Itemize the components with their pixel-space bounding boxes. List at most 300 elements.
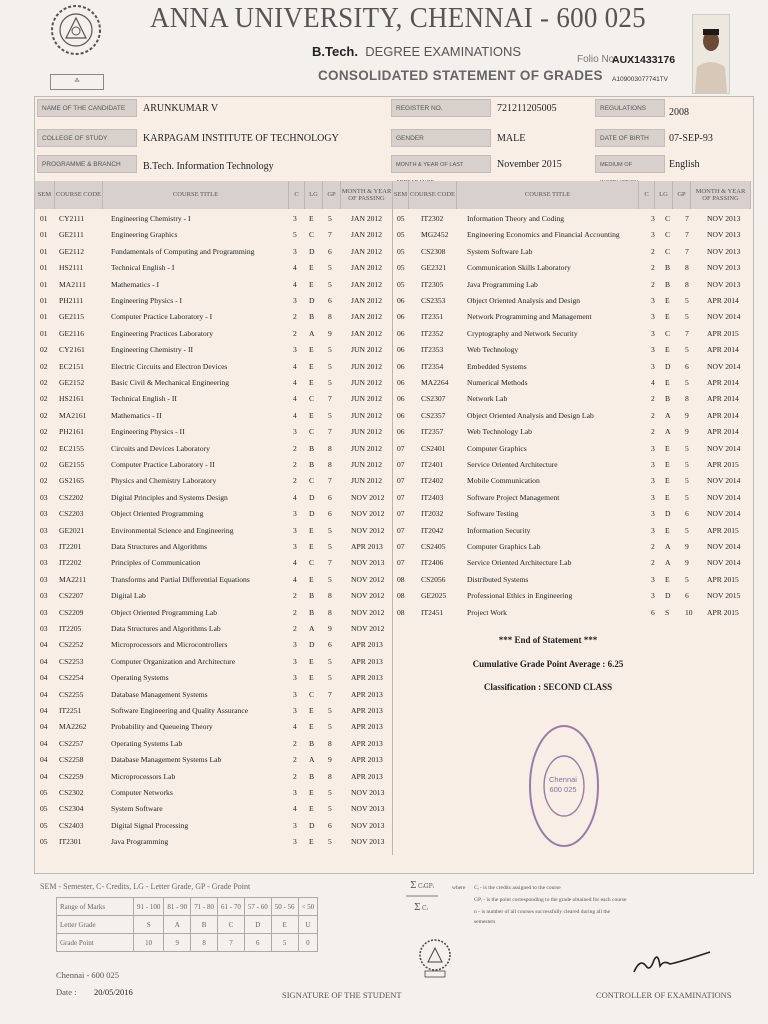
cell-sem: 08: [397, 591, 405, 601]
cell-credits: 4: [293, 394, 297, 404]
cell-point: 5: [328, 542, 332, 551]
cell-sem: 04: [40, 755, 48, 765]
cell-month: APR 2013: [351, 656, 383, 666]
cell-credits: 3: [651, 574, 655, 584]
th-title-right: COURSE TITLE: [457, 181, 639, 209]
cell-credits: 2: [651, 279, 655, 289]
cell-month: APR 2015: [707, 525, 739, 535]
end-of-statement: *** End of Statement ***: [498, 635, 598, 645]
cell-grade: A: [665, 410, 671, 420]
grade-range-table: [56, 897, 318, 952]
cell-sem: 03: [40, 607, 48, 617]
cell-point: 7: [685, 328, 689, 338]
cell-title: Technical English - I: [111, 263, 175, 273]
cell-point: 8: [685, 279, 689, 289]
cell-title: Java Programming: [111, 837, 169, 847]
cell-grade: E: [665, 296, 670, 305]
cell-month: APR 2013: [351, 771, 383, 781]
cell-credits: 2: [293, 312, 297, 322]
cell-grade: B: [665, 279, 671, 289]
cell-point: 8: [685, 394, 689, 404]
cell-point: 8: [328, 771, 332, 781]
cell-point: 9: [685, 542, 689, 551]
cell-code: GE2321: [421, 263, 447, 273]
cell-month: NOV 2013: [707, 214, 741, 223]
cell-month: APR 2013: [351, 755, 383, 765]
cell-point: 5: [328, 788, 332, 797]
cell-title: Software Testing: [467, 509, 519, 519]
cell-month: NOV 2014: [707, 361, 741, 371]
cell-month: APR 2014: [707, 410, 739, 420]
cell-sem: 06: [397, 378, 405, 387]
cell-point: 6: [685, 509, 689, 519]
cell-grade: B: [665, 263, 671, 273]
medium-label: MEDIUM OF: [595, 155, 665, 173]
cell-month: NOV 2012: [351, 509, 385, 519]
cell-title: Engineering Graphics: [111, 230, 178, 240]
cell-code: CS2257: [59, 738, 84, 748]
th-title: COURSE TITLE: [103, 181, 289, 209]
point-cell: 8: [191, 934, 218, 952]
seal-text: [548, 775, 578, 795]
cell-code: CY2161: [59, 345, 85, 355]
cell-sem: 06: [397, 427, 405, 437]
cell-credits: 2: [293, 738, 297, 748]
cell-sem: 03: [40, 558, 48, 568]
cell-sem: 02: [40, 410, 48, 420]
last-appearance-value: November 2015: [497, 159, 562, 170]
cell-code: IT2406: [421, 558, 444, 568]
cell-grade: D: [665, 591, 671, 601]
cell-code: GE2152: [59, 378, 85, 387]
cell-sem: 07: [397, 443, 405, 453]
candidate-photo: [692, 14, 730, 94]
grade-sheet: [34, 96, 754, 874]
cell-credits: 2: [651, 542, 655, 551]
cell-point: 5: [328, 804, 332, 814]
exam-label: DEGREE EXAMINATIONS: [365, 44, 522, 59]
cell-point: 9: [685, 410, 689, 420]
cell-month: JUN 2012: [351, 460, 383, 469]
cell-sem: 07: [397, 460, 405, 469]
letter-cell: B: [191, 916, 218, 934]
formula-note-1: Cᵢ - is the credits assigned to the course: [474, 885, 561, 891]
cell-code: MA2161: [59, 410, 87, 420]
cell-month: NOV 2013: [707, 230, 741, 240]
cell-grade: D: [309, 640, 315, 650]
cell-code: IT2402: [421, 476, 444, 486]
cell-point: 7: [328, 394, 332, 404]
cell-grade: C: [309, 230, 315, 240]
cell-code: IT2351: [421, 312, 444, 322]
cell-title: Microprocessors and Microcontrollers: [111, 640, 228, 650]
center-divider: [392, 209, 393, 855]
cell-credits: 4: [293, 378, 297, 387]
emblem-caption: ⁂: [50, 74, 104, 90]
cell-grade: A: [309, 755, 315, 765]
cell-grade: E: [309, 706, 314, 715]
cell-month: JUN 2012: [351, 394, 383, 404]
cell-credits: 5: [293, 230, 297, 240]
cell-sem: 02: [40, 460, 48, 469]
cell-sem: 06: [397, 345, 405, 355]
folio-number: AUX1433176: [612, 54, 676, 66]
cell-code: IT2305: [421, 279, 444, 289]
cell-point: 5: [685, 345, 689, 355]
cell-grade: A: [665, 542, 671, 551]
cell-code: CS2203: [59, 509, 84, 519]
cell-month: JAN 2012: [351, 312, 383, 322]
cell-credits: 3: [293, 509, 297, 519]
cell-month: NOV 2013: [707, 279, 741, 289]
th-sem-right: SEM: [393, 181, 409, 209]
name-label: NAME OF THE CANDIDATE: [37, 99, 137, 117]
cell-code: CS2252: [59, 640, 84, 650]
svg-text:Σ: Σ: [414, 903, 421, 913]
cell-point: 7: [328, 230, 332, 240]
exam-title: [312, 44, 521, 59]
cell-month: APR 2014: [707, 378, 739, 387]
cell-sem: 06: [397, 361, 405, 371]
cell-month: NOV 2013: [707, 263, 741, 273]
cell-sem: 06: [397, 296, 405, 305]
formula-where: where: [452, 885, 466, 891]
cell-month: NOV 2014: [707, 542, 741, 551]
cell-month: NOV 2012: [351, 574, 385, 584]
cell-grade: B: [309, 771, 315, 781]
cell-month: NOV 2012: [351, 624, 385, 633]
cell-credits: 2: [293, 476, 297, 486]
cell-sem: 07: [397, 509, 405, 519]
cell-month: APR 2014: [707, 296, 739, 305]
cell-sem: 04: [40, 673, 48, 683]
cell-grade: E: [309, 378, 314, 387]
cell-month: NOV 2014: [707, 312, 741, 322]
point-cell: 10: [134, 934, 164, 952]
cell-title: Distributed Systems: [467, 574, 529, 584]
th-credits-right: C: [639, 181, 655, 209]
formula-note-3: n - is number of all courses successfully cleared during all the: [474, 909, 611, 915]
cell-point: 7: [328, 689, 332, 699]
cell-sem: 04: [40, 722, 48, 732]
range-cell: < 50: [298, 898, 318, 916]
cell-grade: E: [309, 542, 314, 551]
range-cell: 57 - 60: [244, 898, 271, 916]
cell-grade: E: [665, 345, 670, 355]
cell-sem: 05: [397, 230, 405, 240]
cell-point: 9: [685, 558, 689, 568]
cell-title: Circuits and Devices Laboratory: [111, 443, 210, 453]
cell-credits: 4: [293, 574, 297, 584]
letter-cell: S: [134, 916, 164, 934]
cell-code: CS2207: [59, 591, 84, 601]
cell-code: CS2401: [421, 443, 446, 453]
cell-credits: 2: [651, 246, 655, 256]
cell-credits: 4: [293, 492, 297, 502]
cell-point: 6: [328, 246, 332, 256]
cell-sem: 05: [40, 837, 48, 847]
cell-title: Object Oriented Analysis and Design: [467, 296, 581, 305]
cgpa-text: Cumulative Grade Point Average : 6.25: [472, 659, 624, 669]
cell-sem: 04: [40, 640, 48, 650]
cell-grade: C: [665, 214, 671, 223]
university-title: ANNA UNIVERSITY, CHENNAI - 600 025: [150, 2, 646, 34]
cell-point: 5: [328, 574, 332, 584]
cell-month: APR 2014: [707, 345, 739, 355]
cell-title: Object Oriented Analysis and Design Lab: [467, 410, 594, 420]
cell-code: GE2111: [59, 230, 84, 240]
cell-sem: 02: [40, 443, 48, 453]
cell-sem: 05: [397, 214, 405, 223]
cell-title: Electric Circuits and Electron Devices: [111, 361, 228, 371]
range-label: Range of Marks: [57, 898, 134, 916]
cell-month: JUN 2012: [351, 476, 383, 486]
controller-label: CONTROLLER OF EXAMINATIONS: [596, 990, 732, 1000]
cell-code: IT2401: [421, 460, 444, 469]
cell-title: Environmental Science and Engineering: [111, 525, 234, 535]
cell-month: JUN 2012: [351, 410, 383, 420]
range-cell: 71 - 80: [191, 898, 218, 916]
cell-code: IT2451: [421, 607, 444, 617]
cell-credits: 4: [293, 361, 297, 371]
cell-grade: E: [665, 443, 670, 453]
cell-grade: E: [309, 263, 314, 273]
cell-sem: 02: [40, 345, 48, 355]
cell-month: APR 2013: [351, 673, 383, 683]
cell-credits: 2: [293, 328, 297, 338]
point-cell: 0: [298, 934, 318, 952]
cell-grade: C: [309, 689, 315, 699]
cell-code: HS2161: [59, 394, 84, 404]
cell-month: NOV 2014: [707, 509, 741, 519]
cell-code: GS2165: [59, 476, 84, 486]
cell-month: APR 2014: [707, 427, 739, 437]
serial-number: A109003077741TV: [612, 76, 669, 83]
cell-sem: 04: [40, 656, 48, 666]
letter-cell: U: [298, 916, 318, 934]
controller-signature: [630, 938, 714, 978]
cell-grade: D: [309, 509, 315, 519]
cell-grade: C: [309, 427, 315, 437]
cell-credits: 3: [293, 689, 297, 699]
footer-date: 20/05/2016: [94, 987, 133, 997]
cell-code: CS2405: [421, 542, 446, 551]
cell-sem: 03: [40, 591, 48, 601]
cell-title: Network Lab: [467, 394, 508, 404]
cell-month: NOV 2013: [707, 246, 741, 256]
cell-credits: 3: [293, 820, 297, 830]
cell-code: IT2201: [59, 542, 82, 551]
cell-month: NOV 2012: [351, 525, 385, 535]
cell-title: Web Technology: [467, 345, 519, 355]
cell-credits: 3: [651, 312, 655, 322]
cell-point: 5: [685, 378, 689, 387]
cell-sem: 08: [397, 574, 405, 584]
cell-code: CS2258: [59, 755, 84, 765]
cell-title: Information Theory and Coding: [467, 214, 565, 223]
cell-month: APR 2013: [351, 738, 383, 748]
cell-point: 5: [328, 345, 332, 355]
regulations-value: 2008: [669, 107, 689, 118]
cell-code: IT2032: [421, 509, 444, 519]
cell-code: MA2111: [59, 279, 86, 289]
cell-credits: 2: [651, 558, 655, 568]
cell-grade: C: [309, 476, 315, 486]
cell-sem: 06: [397, 394, 405, 404]
cell-point: 10: [685, 607, 693, 617]
cell-point: 6: [685, 591, 689, 601]
cell-credits: 3: [293, 525, 297, 535]
cell-grade: A: [665, 427, 671, 437]
cell-title: Network Programming and Management: [467, 312, 592, 322]
cell-point: 5: [328, 279, 332, 289]
cell-point: 8: [328, 312, 332, 322]
cell-credits: 3: [651, 525, 655, 535]
cell-credits: 2: [293, 607, 297, 617]
cell-grade: D: [309, 246, 315, 256]
cell-sem: 05: [397, 246, 405, 256]
register-number: 721211205005: [497, 103, 557, 114]
classification-text: Classification : SECOND CLASS: [483, 682, 613, 692]
cell-grade: D: [309, 492, 315, 502]
cell-sem: 07: [397, 476, 405, 486]
th-code: COURSE CODE: [55, 181, 103, 209]
cell-month: APR 2013: [351, 542, 383, 551]
cell-month: APR 2015: [707, 607, 739, 617]
dob-value: 07-SEP-93: [669, 133, 713, 144]
formula-note-2: GPᵢ - is the point corresponding to the grade obtained for each course: [474, 897, 627, 903]
cell-grade: D: [309, 820, 315, 830]
cell-point: 5: [328, 673, 332, 683]
cell-sem: 03: [40, 624, 48, 633]
cell-grade: B: [309, 738, 315, 748]
cell-credits: 2: [293, 771, 297, 781]
letter-cell: E: [271, 916, 298, 934]
cell-grade: B: [309, 607, 315, 617]
cell-point: 5: [685, 312, 689, 322]
cell-title: Database Management Systems Lab: [111, 755, 222, 765]
cell-code: CS2403: [59, 820, 84, 830]
seal-line1: Chennai: [549, 775, 577, 784]
letter-cell: D: [244, 916, 271, 934]
cell-point: 8: [685, 263, 689, 273]
cell-grade: A: [309, 328, 315, 338]
cell-title: Engineering Chemistry - II: [111, 345, 194, 355]
cell-code: GE2115: [59, 312, 85, 322]
regno-label: REGISTER NO.: [391, 99, 491, 117]
cell-sem: 08: [397, 607, 405, 617]
cell-credits: 4: [293, 804, 297, 814]
cell-point: 5: [685, 460, 689, 469]
cell-grade: E: [309, 804, 314, 814]
range-cell: 50 - 56: [271, 898, 298, 916]
cell-credits: 3: [651, 492, 655, 502]
cell-month: NOV 2013: [351, 837, 385, 847]
th-code-right: COURSE CODE: [409, 181, 457, 209]
cell-title: Engineering Chemistry - I: [111, 214, 191, 223]
cell-month: NOV 2014: [707, 476, 741, 486]
cell-title: Engineering Physics - II: [111, 427, 185, 437]
cell-credits: 3: [651, 460, 655, 469]
cell-sem: 01: [40, 230, 48, 240]
cell-sem: 06: [397, 410, 405, 420]
college-name: KARPAGAM INSTITUTE OF TECHNOLOGY: [143, 133, 339, 144]
point-cell: 9: [164, 934, 191, 952]
cell-code: CS2255: [59, 689, 84, 699]
cell-sem: 03: [40, 509, 48, 519]
cell-point: 7: [685, 214, 689, 223]
cell-grade: C: [665, 246, 671, 256]
table-row: [57, 898, 318, 916]
statement-title: CONSOLIDATED STATEMENT OF GRADES: [318, 68, 603, 83]
cell-point: 5: [328, 525, 332, 535]
cell-credits: 3: [293, 427, 297, 437]
cell-point: 5: [685, 443, 689, 453]
cell-grade: C: [309, 394, 315, 404]
university-emblem-small-icon: [418, 938, 452, 978]
cell-sem: 01: [40, 263, 48, 273]
range-cell: 91 - 100: [134, 898, 164, 916]
cell-title: Probability and Queueing Theory: [111, 722, 213, 732]
cell-code: CS2304: [59, 804, 84, 814]
cell-month: JAN 2012: [351, 296, 383, 305]
cell-credits: 3: [293, 296, 297, 305]
candidate-name: ARUNKUMAR V: [143, 103, 219, 114]
cell-code: IT2251: [59, 706, 82, 715]
cell-credits: 4: [293, 263, 297, 273]
cell-month: APR 2013: [351, 640, 383, 650]
cell-title: Cryptography and Network Security: [467, 328, 578, 338]
cell-title: Information Security: [467, 525, 531, 535]
cell-grade: E: [665, 312, 670, 322]
cell-month: NOV 2012: [351, 607, 385, 617]
cell-code: GE2112: [59, 246, 85, 256]
cell-code: IT2354: [421, 361, 444, 371]
cell-code: IT2202: [59, 558, 82, 568]
cell-month: NOV 2013: [351, 804, 385, 814]
cell-code: IT2302: [421, 214, 444, 223]
cell-grade: E: [309, 673, 314, 683]
range-cell: 61 - 70: [218, 898, 245, 916]
table-row: [57, 934, 318, 952]
cell-credits: 3: [293, 656, 297, 666]
th-month-year: MONTH & YEAR OF PASSING: [341, 181, 393, 209]
cell-point: 5: [328, 656, 332, 666]
cell-sem: 05: [40, 820, 48, 830]
cell-title: Database Management Systems: [111, 689, 208, 699]
cell-grade: C: [665, 230, 671, 240]
cell-code: IT2353: [421, 345, 444, 355]
cell-title: Transforms and Partial Differential Equations: [111, 574, 250, 584]
cell-sem: 05: [397, 263, 405, 273]
cell-point: 7: [685, 230, 689, 240]
cell-month: NOV 2014: [707, 443, 741, 453]
cell-title: Operating Systems: [111, 673, 169, 683]
cell-code: PH2161: [59, 427, 84, 437]
cell-title: Computer Organization and Architecture: [111, 656, 236, 666]
cell-credits: 2: [293, 591, 297, 601]
cell-code: IT2357: [421, 427, 444, 437]
cell-point: 5: [328, 263, 332, 273]
cell-grade: D: [309, 296, 315, 305]
cell-month: JUN 2012: [351, 345, 383, 355]
medium-value: English: [669, 159, 700, 170]
cell-sem: 01: [40, 312, 48, 322]
cell-month: APR 2013: [351, 706, 383, 715]
cell-sem: 02: [40, 378, 48, 387]
cell-title: Technical English - II: [111, 394, 177, 404]
cell-sem: 03: [40, 492, 48, 502]
